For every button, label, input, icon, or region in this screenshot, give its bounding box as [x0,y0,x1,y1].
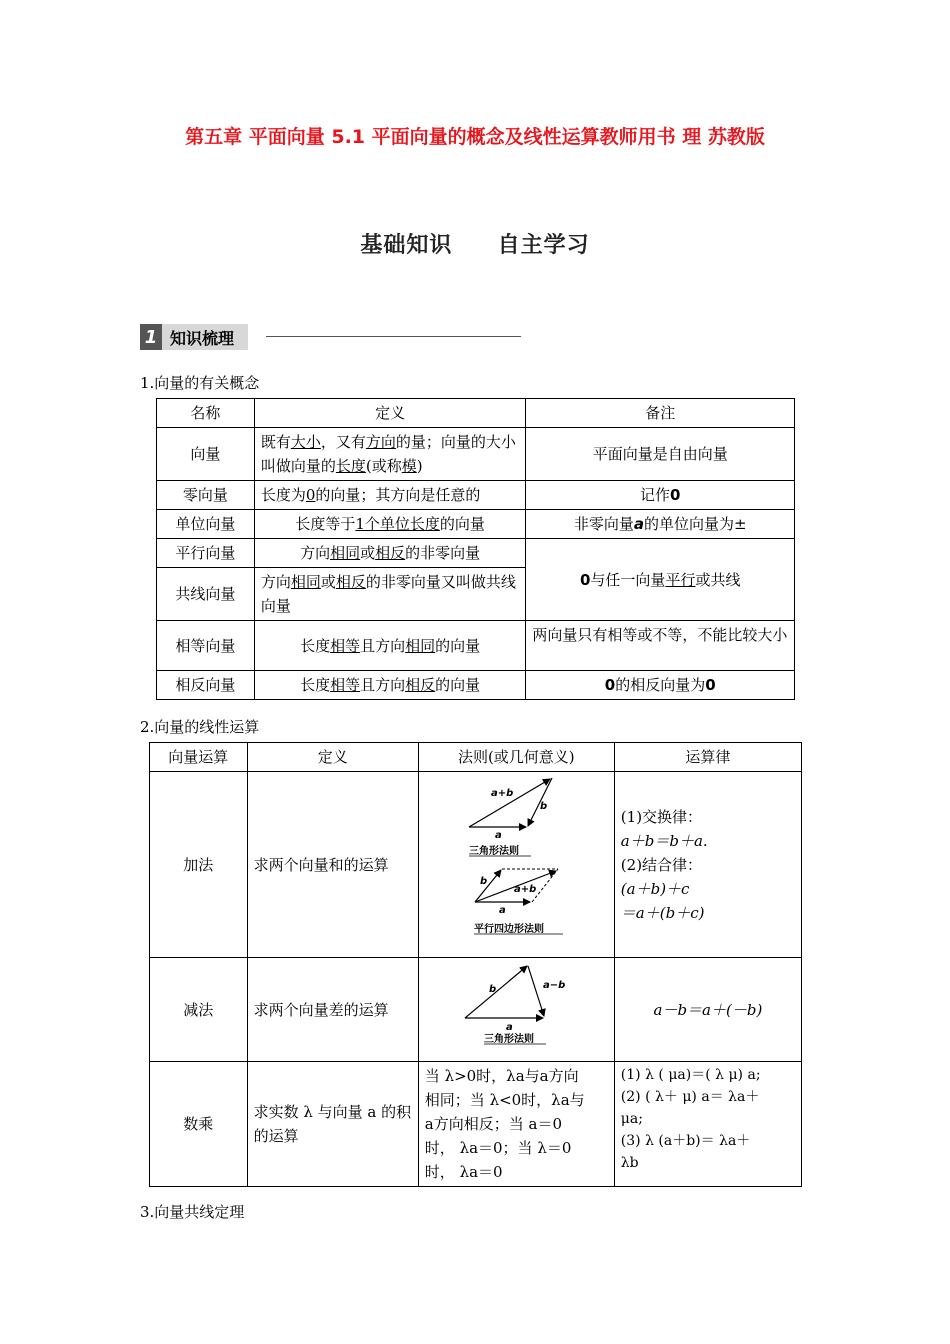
heading-concepts: 1.向量的有关概念 [140,374,260,392]
section-label: 知识梳理 [162,324,248,350]
op-name: 减法 [150,958,248,1062]
op-rule [418,772,614,958]
row-definition: 方向相同或相反的非零向量 [254,539,526,568]
row-note: 平面向量是自由向量 [526,428,795,481]
row-definition: 既有大小，又有方向的量；向量的大小叫做向量的长度(或称模) [254,428,526,481]
label-a: a [498,905,506,916]
section-number: 1 [140,324,162,350]
op-definition: 求两个向量差的运算 [247,958,418,1062]
label-b: b [479,876,487,887]
addition-diagrams [419,772,614,950]
op-rule [418,958,614,1062]
op-name: 加法 [150,772,248,958]
table-row-addition [150,772,802,958]
table-row [157,539,795,568]
row-name: 相等向量 [157,621,255,671]
linear-ops-table [149,742,802,1187]
row-definition: 方向相同或相反的非零向量又叫做共线向量 [254,568,526,621]
label-a: a [505,1022,513,1033]
row-note: 0的相反向量为0 [526,671,795,700]
caption-triangle: 三角形法则 [483,1034,534,1045]
row-note: 记作0 [526,481,795,510]
row-definition: 长度相等且方向相同的向量 [254,621,526,671]
subtraction-diagram [419,958,614,1054]
row-definition: 长度为0的向量；其方向是任意的 [254,481,526,510]
op-rule: 当 λ>0时，λa与a方向 相同；当 λ<0时，λa与 a方向相反；当 a＝0 时， λa＝0；当 λ＝0 时， λa＝0 [418,1062,614,1187]
caption-parallelogram: 平行四边形法则 [473,924,544,935]
vector-diff-arrow [528,966,544,1016]
label-b: b [539,801,547,812]
row-definition: 长度相等且方向相反的向量 [254,671,526,700]
row-note: 两向量只有相等或不等，不能比较大小 [526,621,795,671]
op-definition: 求两个向量和的运算 [247,772,418,958]
header-operation: 向量运算 [150,743,248,772]
caption-triangle: 三角形法则 [468,846,519,857]
label-sum: a+b [513,884,537,895]
subtitle-part1: 基础知识 [360,233,453,258]
row-name: 平行向量 [157,539,255,568]
table-header-row [150,743,802,772]
document-title: 第五章 平面向量 5.1 平面向量的概念及线性运算教师用书 理 苏教版 [185,126,765,148]
row-name: 共线向量 [157,568,255,621]
op-name: 数乘 [150,1062,248,1187]
subtitle-part2: 自主学习 [497,233,590,258]
op-definition: 求实数 λ 与向量 a 的积的运算 [247,1062,418,1187]
table-row [157,510,795,539]
row-name: 相反向量 [157,671,255,700]
row-name: 向量 [157,428,255,481]
table-row [157,671,795,700]
op-laws: (1)交换律： a＋b＝b＋a. (2)结合律： (a＋b)＋c ＝a＋(b＋c) [614,772,801,958]
table-row-subtraction [150,958,802,1062]
concepts-table [156,398,795,700]
row-note: 非零向量a的单位向量为± [526,510,795,539]
row-definition: 长度等于1个单位长度的向量 [254,510,526,539]
header-note: 备注 [526,399,795,428]
row-name: 单位向量 [157,510,255,539]
label-a: a [494,830,502,841]
label-b: b [488,984,496,995]
table-row-scalar-mult [150,1062,802,1187]
vector-sum-arrow [469,779,550,827]
table-row [157,621,795,671]
op-laws: (1) λ ( μa)＝( λ μ) a; (2) ( λ＋ μ) a＝ λa＋ μa; (3) λ (a＋b)＝ λa＋ λb [614,1062,801,1187]
section-divider [266,336,521,337]
header-definition: 定义 [254,399,526,428]
op-laws: a－b＝a＋(－b) [614,958,801,1062]
row-note-parallel: 0与任一向量平行或共线 [526,539,795,621]
row-name: 零向量 [157,481,255,510]
section-badge [140,324,248,350]
header-name: 名称 [157,399,255,428]
label-diff: a−b [542,980,566,991]
heading-collinear-theorem: 3.向量共线定理 [140,1203,245,1221]
header-laws: 运算律 [614,743,801,772]
heading-linear-ops: 2.向量的线性运算 [140,718,260,736]
header-definition: 定义 [247,743,418,772]
label-sum: a+b [490,788,514,799]
table-header-row [157,399,795,428]
section-subtitle [0,228,950,259]
header-rule: 法则(或几何意义) [418,743,614,772]
table-row [157,481,795,510]
table-row [157,428,795,481]
